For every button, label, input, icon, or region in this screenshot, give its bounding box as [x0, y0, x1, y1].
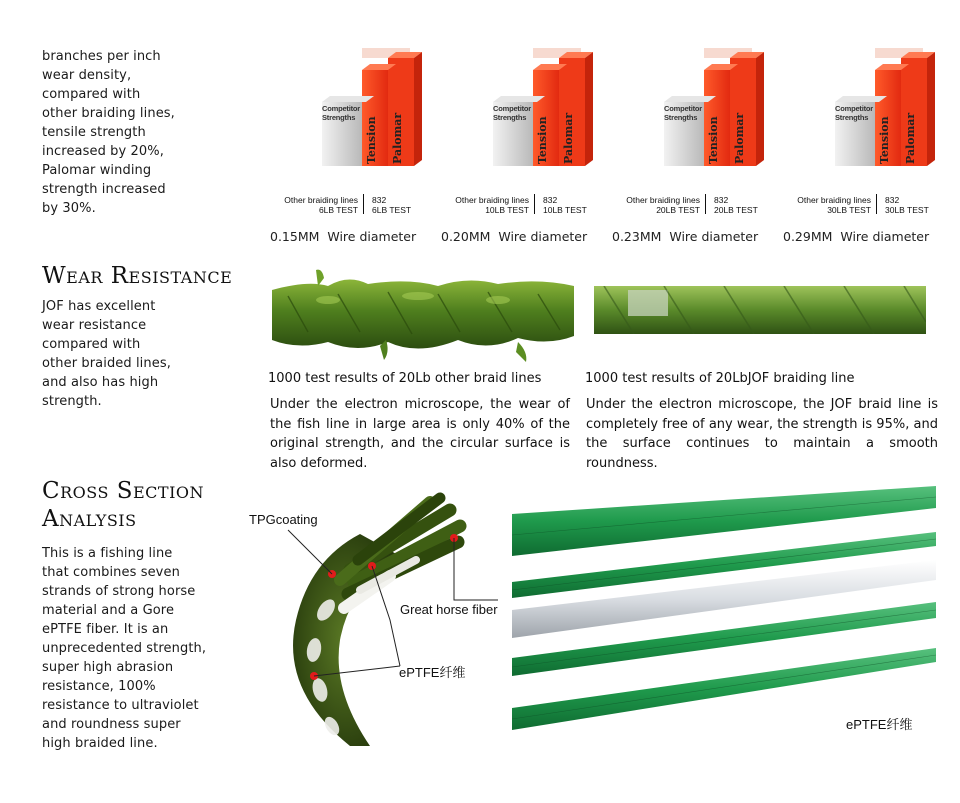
diameter-value: 0.29MM	[783, 229, 833, 244]
cross-line: strands of strong horse	[42, 584, 196, 599]
strand-group	[512, 486, 936, 730]
strands-illustration	[512, 484, 936, 748]
other-lines-test: 10LB TEST	[485, 205, 529, 215]
wear-line: wear resistance	[42, 318, 147, 333]
wire-diameter	[783, 229, 929, 244]
cross-heading-line: Analysis	[42, 506, 137, 532]
cross-line: that combines seven	[42, 565, 180, 580]
cross-line: super high abrasion	[42, 660, 174, 675]
intro-line: strength increased	[42, 182, 166, 197]
intro-text	[42, 47, 212, 218]
brand-label	[543, 195, 587, 215]
horse-fiber-callout: Great horse fiber	[400, 602, 498, 617]
chart-separator	[534, 194, 535, 214]
diameter-value: 0.23MM	[612, 229, 662, 244]
competitor-label: Competitor Strengths	[493, 104, 531, 122]
cross-line: unprecedented strength,	[42, 641, 207, 656]
tension-label: Tension	[707, 116, 720, 164]
intro-line: wear density,	[42, 68, 132, 83]
brand-test: 20LB TEST	[714, 205, 758, 215]
chart-separator	[876, 194, 877, 214]
diameter-value: 0.15MM	[270, 229, 320, 244]
diameter-value: 0.20MM	[441, 229, 491, 244]
intro-line: tensile strength	[42, 125, 146, 140]
cross-line: This is a fishing line	[42, 546, 173, 561]
other-lines-label	[268, 195, 358, 215]
chart-separator	[363, 194, 364, 214]
cross-line: resistance to ultraviolet	[42, 698, 199, 713]
cross-text	[42, 544, 222, 753]
other-lines-test: 6LB TEST	[318, 205, 358, 215]
smooth-description: Under the electron microscope, the JOF braid line is completely free of any wear, the strength is 95%, and the surface continues to maintain a smooth roundness.	[586, 397, 938, 471]
wire-diameter	[270, 229, 416, 244]
other-lines-name: Other braiding lines	[626, 195, 700, 205]
brand-name: 832	[885, 195, 900, 205]
strands-label: ePTFE纤维	[846, 717, 913, 732]
intro-line: by 30%.	[42, 201, 96, 216]
brand-name: 832	[543, 195, 558, 205]
palomar-label: Palomar	[904, 112, 917, 164]
wear-line: strength.	[42, 394, 102, 409]
other-lines-name: Other braiding lines	[797, 195, 871, 205]
intro-line: Palomar winding	[42, 163, 152, 178]
intro-line: other braiding lines,	[42, 106, 175, 121]
competitor-label: Competitor Strengths	[835, 104, 873, 122]
smooth-caption: 1000 test results of 20LbJOF braiding line	[585, 371, 855, 386]
tpg-callout: TPGcoating	[249, 512, 318, 527]
brand-test: 10LB TEST	[543, 205, 587, 215]
intro-line: compared with	[42, 87, 141, 102]
cross-line: high braided line.	[42, 736, 158, 751]
strength-chart	[608, 44, 768, 249]
brand-label	[714, 195, 758, 215]
diameter-label: Wire diameter	[327, 229, 417, 244]
palomar-label: Palomar	[391, 112, 404, 164]
tension-label: Tension	[878, 116, 891, 164]
other-lines-name: Other braiding lines	[455, 195, 529, 205]
other-lines-label	[610, 195, 700, 215]
wear-line: JOF has excellent	[42, 299, 156, 314]
eptfe-callout: ePTFE纤维	[399, 665, 466, 680]
wire-diameter	[441, 229, 587, 244]
wear-text	[42, 297, 212, 411]
tension-label: Tension	[536, 116, 549, 164]
brand-name: 832	[372, 195, 387, 205]
brand-name: 832	[714, 195, 729, 205]
brand-label	[885, 195, 929, 215]
wear-line: and also has high	[42, 375, 159, 390]
tension-label: Tension	[365, 116, 378, 164]
palomar-label: Palomar	[562, 112, 575, 164]
wear-heading: Wear Resistance	[42, 263, 233, 289]
intro-line: increased by 20%,	[42, 144, 164, 159]
brand-label	[372, 195, 411, 215]
other-lines-test: 30LB TEST	[827, 205, 871, 215]
brand-test: 6LB TEST	[372, 205, 412, 215]
other-lines-label	[439, 195, 529, 215]
other-lines-name: Other braiding lines	[284, 195, 358, 205]
strength-chart	[266, 44, 426, 249]
competitor-label: Competitor Strengths	[322, 104, 360, 122]
other-lines-label	[781, 195, 871, 215]
diameter-label: Wire diameter	[840, 229, 930, 244]
worn-rope-image	[268, 266, 578, 366]
worn-caption: 1000 test results of 20Lb other braid lines	[268, 371, 542, 386]
palomar-label: Palomar	[733, 112, 746, 164]
chart-separator	[705, 194, 706, 214]
cross-section-illustration	[240, 490, 520, 750]
worn-description: Under the electron microscope, the wear of the fish line in large area is only 40% of the original strength, and the circular surface is also deformed.	[270, 397, 570, 471]
cross-line: material and a Gore	[42, 603, 175, 618]
cross-heading	[42, 477, 204, 533]
smooth-rope-image	[594, 286, 926, 334]
wear-line: other braided lines,	[42, 356, 171, 371]
strength-chart	[437, 44, 597, 249]
diameter-label: Wire diameter	[669, 229, 759, 244]
cross-line: and roundness super	[42, 717, 181, 732]
diameter-label: Wire diameter	[498, 229, 588, 244]
strength-chart	[779, 44, 939, 249]
competitor-label: Competitor Strengths	[664, 104, 702, 122]
cross-heading-line: Cross Section	[42, 478, 205, 504]
brand-test: 30LB TEST	[885, 205, 929, 215]
wire-diameter	[612, 229, 758, 244]
intro-line: branches per inch	[42, 49, 161, 64]
cross-line: ePTFE fiber. It is an	[42, 622, 169, 637]
wear-line: compared with	[42, 337, 141, 352]
cross-line: resistance, 100%	[42, 679, 156, 694]
other-lines-test: 20LB TEST	[656, 205, 700, 215]
